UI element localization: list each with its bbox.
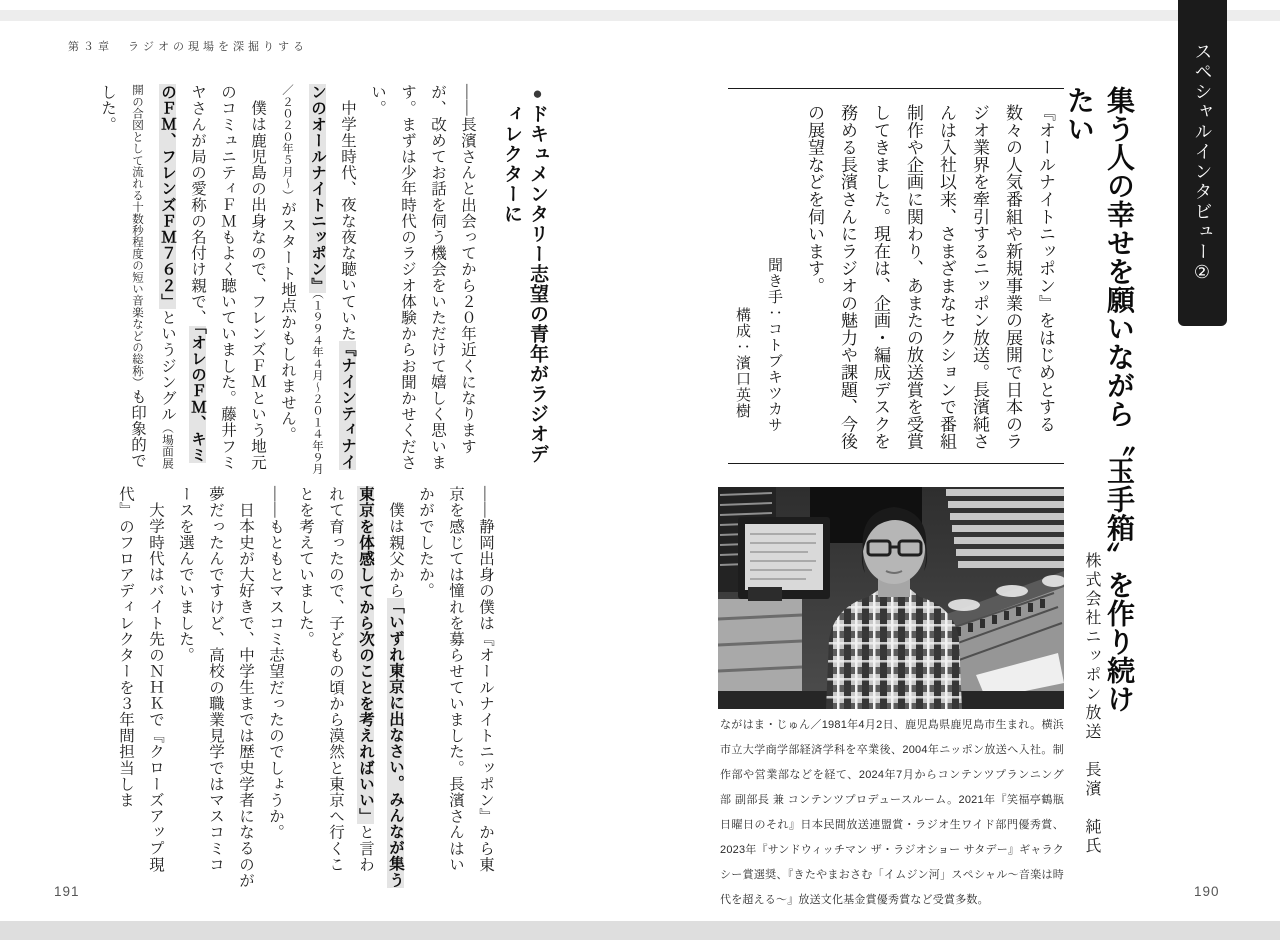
interview-answer: 日本史が大好きで、中学生までは歴史学者になるのが夢だったんですけど、高校の職業見学ではマスコミコースを選んでいました。 (177, 486, 254, 888)
page-edge-bottom (0, 921, 1280, 940)
studio-photo-illustration (718, 487, 1064, 709)
section-heading (498, 84, 550, 476)
credit-writer: 構成：濱口英樹 (734, 307, 750, 419)
photo-caption: ながはま・じゅん／1981年4月2日、鹿児島県鹿児島市生まれ。横浜市立大学商学部経済学科を卒業後、2004年ニッポン放送へ入社。制作部や営業部などを経て、2024年7月からコンテンツプランニング部 副部長 兼 コンテンツプロデュースルーム。2021年『笑福亭鶴瓶 日曜日のそれ』日本民間放送連盟賞・ラジオ生ワイド部門優秀賞、2023年『サンドウィッチマン ザ・ラジオショー サタデー』ギャラクシー賞選奨、『きたやまおさむ「イムジン河」スペシャル〜音楽は時代を超える〜』放送文化基金賞優秀賞など受賞多数。 (720, 719, 1064, 906)
lead-box (728, 88, 1064, 464)
interview-bottom-section (52, 486, 500, 888)
interview-question: ――長濱さんと出会ってから２０年近くになりますが、改めてお話を伺う機会をいただけて嬉しく思います。まずは少年時代のラジオ体験からお聞かせください。 (369, 84, 476, 471)
interview-answer: 中学生時代、夜な夜な聴いていた『ナインティナインのオールナイトニッポン』（１９９４年４月～２０１４年９月／２０２０年５月～）がスタート地点かもしれません。 (279, 84, 356, 475)
page-edge-top (0, 10, 1280, 21)
interview-answer: 大学時代はバイト先のＮＨＫで『クローズアップ現代』のフロアディレクターを３年間担当しま (117, 486, 164, 872)
page-number-right: 190 (1194, 884, 1220, 899)
lead-paragraph: 『オールナイトニッポン』をはじめとする数々の人気番組や新規事業の展開で日本のラジオ業界を牽引するニッポン放送。長濱純さんは入社以来、さまざまなセクションで番組制作や企画に関わり、あまたの放送賞を受賞してきました。現在は、企画・編成デスクを務める長濱さんにラジオの魅力や課題、今後の展望などを伺います。 (805, 104, 1055, 450)
interview-answer: 僕は鹿児島の出身なので、フレンズＦＭという地元のコミュニティＦＭもよく聴いていました。藤井フミヤさんが局の愛称の名付け親で、「オレのＦＭ、キミのＦＭ、フレンズＦＭ７６２」というジングル（場面展開の合図として流れる十数秒程度の短い音楽などの総称）も印象的でした。 (99, 84, 266, 471)
page-number-left: 191 (54, 884, 80, 899)
chapter-header: 第３章 ラジオの現場を深掘りする (68, 41, 308, 53)
interview-question: ――もともとマスコミ志望だったのでしょうか。 (267, 486, 284, 841)
credit-interviewer: 聞き手：コトブキツカサ (766, 257, 782, 433)
special-interview-banner (1178, 0, 1227, 326)
interview-question: ――静岡出身の僕は『オールナイトニッポン』から東京を感じては憧れを募らせていました。長濱さんはいかがでしたか。 (417, 486, 494, 873)
section-heading-text: ドキュメンタリー志望の青年がラジオディレクターに (501, 104, 548, 464)
interview-answer: 僕は親父から「いずれ東京に出なさい。みんなが集う東京を体感してから次のことを考えればいい」と言われて育ったので、子どもの頃から漠然と東京へ行くことを考えていました。 (297, 486, 404, 888)
studio-portrait-photo (718, 487, 1064, 709)
interview-top-section (50, 84, 550, 476)
section-bullet-icon: ● (528, 84, 547, 104)
interview-headline: 集う人の幸せを願いながら〝玉手箱〟を作り続けたい (1064, 86, 1135, 713)
banner-label: スペシャルインタビュー② (1192, 41, 1213, 285)
interviewee-byline: 株式会社ニッポン放送 長濱 純氏 (1083, 552, 1100, 856)
